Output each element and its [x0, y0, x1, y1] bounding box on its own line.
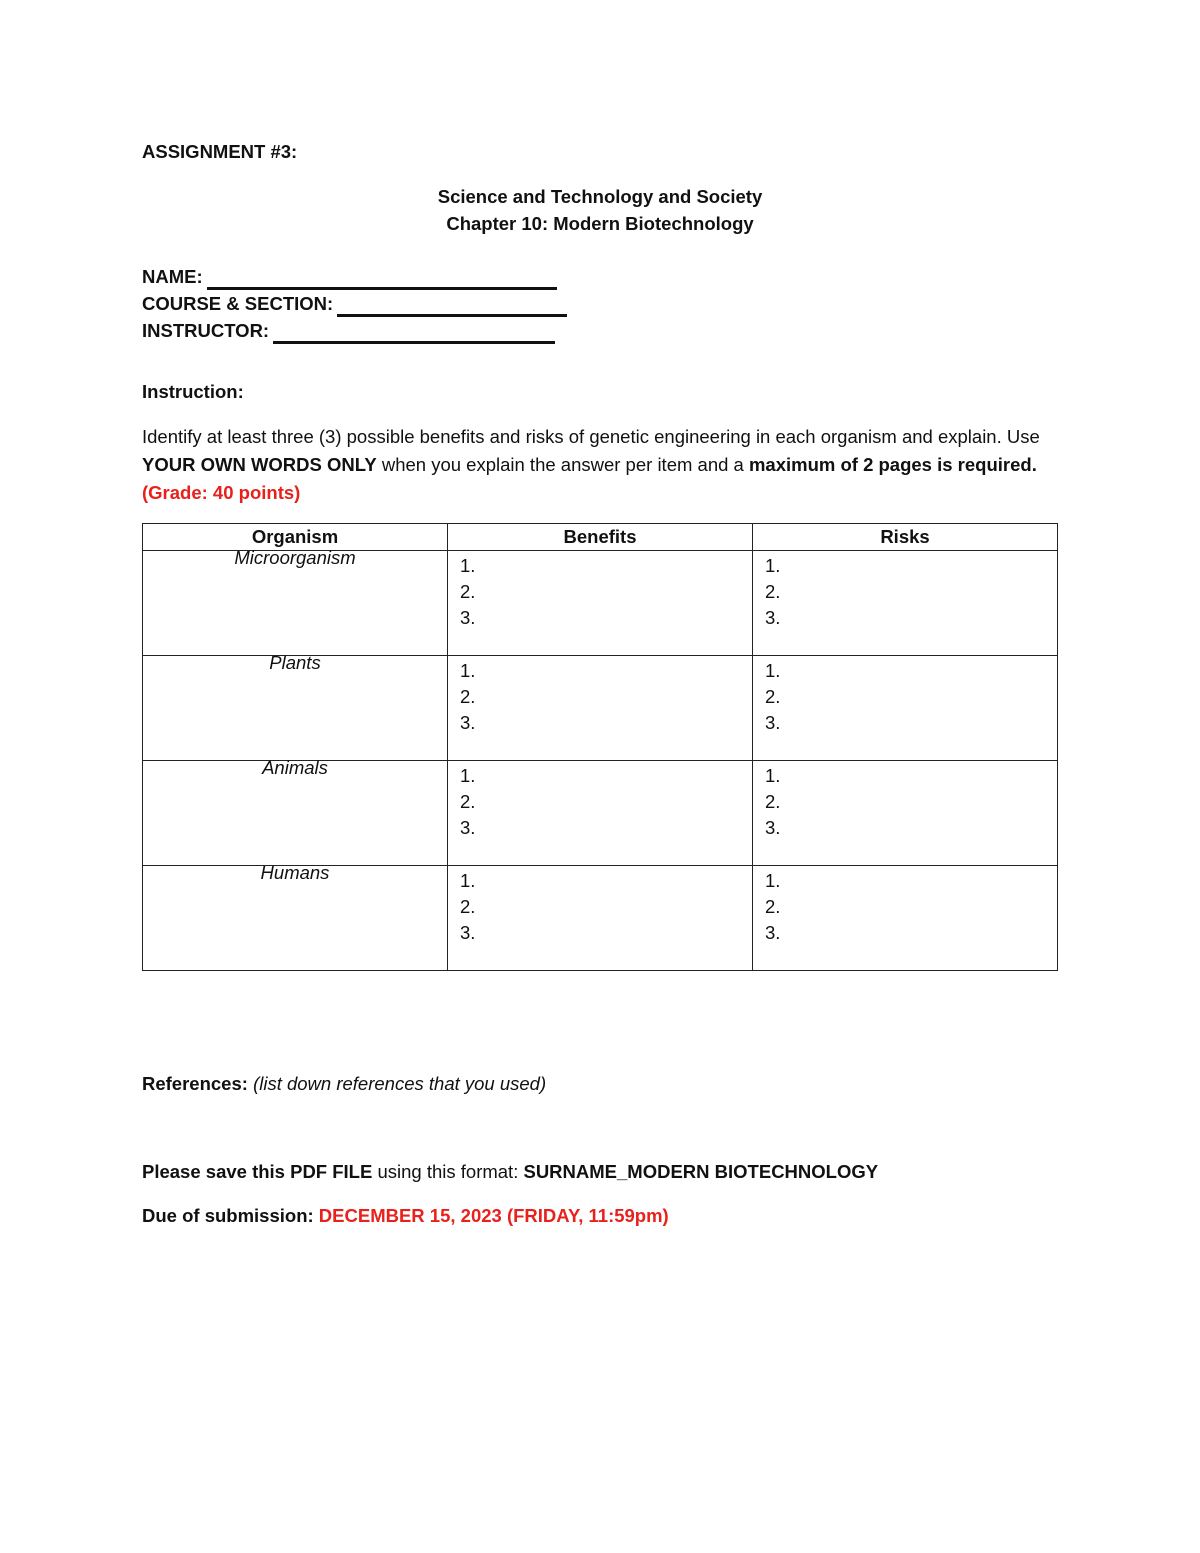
risks-cell[interactable] [753, 761, 1058, 866]
list-item: 1. [460, 660, 476, 681]
table-row [143, 866, 1058, 971]
course-title: Science and Technology and Society [437, 186, 763, 207]
list-item: 2. [765, 791, 781, 812]
due-label: Due of submission: [142, 1205, 319, 1226]
risks-cell[interactable] [753, 656, 1058, 761]
save-format-name: SURNAME_MODERN BIOTECHNOLOGY [523, 1161, 879, 1182]
list-item: 3. [765, 712, 781, 733]
benefits-cell[interactable] [448, 656, 753, 761]
instruction-bold-max-pages: maximum of 2 pages is required. [748, 454, 1037, 475]
instruction-part2: when you explain the answer per item and a [376, 454, 749, 475]
course-section-field-row [142, 290, 1058, 317]
references-line [142, 1070, 546, 1097]
list-item: 1. [765, 555, 781, 576]
list-item: 1. [460, 555, 476, 576]
list-item: 2. [765, 896, 781, 917]
title-block [142, 183, 1058, 237]
list-item: 3. [460, 922, 476, 943]
name-label: NAME: [142, 266, 203, 287]
course-section-label: COURSE & SECTION: [142, 293, 334, 314]
table-row [143, 656, 1058, 761]
list-item: 2. [765, 686, 781, 707]
organism-table [142, 523, 1058, 971]
save-pdf-bold: Please save this PDF FILE [142, 1161, 373, 1182]
list-item: 3. [460, 607, 476, 628]
chapter-title: Chapter 10: Modern Biotechnology [446, 213, 754, 234]
save-instructions [142, 1158, 878, 1185]
list-item: 1. [460, 870, 476, 891]
benefits-cell[interactable] [448, 551, 753, 656]
name-blank-line[interactable] [207, 269, 557, 290]
list-item: 3. [765, 922, 781, 943]
header-organism: Organism [143, 524, 448, 551]
instruction-text [142, 423, 1058, 507]
benefits-cell[interactable] [448, 761, 753, 866]
list-item: 2. [765, 581, 781, 602]
list-item: 1. [765, 765, 781, 786]
instructor-blank-line[interactable] [273, 323, 555, 344]
student-info-fields [142, 263, 1058, 344]
instruction-grade: (Grade: 40 points) [142, 482, 301, 503]
list-item: 1. [765, 660, 781, 681]
header-risks: Risks [753, 524, 1058, 551]
list-item: 1. [460, 765, 476, 786]
list-item: 3. [460, 817, 476, 838]
instructor-field-row [142, 317, 1058, 344]
organism-label: Microorganism [234, 547, 356, 568]
instructor-label: INSTRUCTOR: [142, 320, 270, 341]
list-item: 2. [460, 791, 476, 812]
due-date-line [142, 1202, 669, 1229]
instruction-bold-own-words: YOUR OWN WORDS ONLY [142, 454, 377, 475]
organism-cell [143, 547, 448, 656]
assignment-document [142, 138, 1058, 1226]
risks-cell[interactable] [753, 866, 1058, 971]
references-note: (list down references that you used) [253, 1073, 547, 1094]
due-date: DECEMBER 15, 2023 (FRIDAY, 11:59pm) [318, 1205, 669, 1226]
header-benefits: Benefits [448, 524, 753, 551]
risks-cell[interactable] [753, 551, 1058, 656]
list-item: 3. [460, 712, 476, 733]
references-label: References: [142, 1073, 248, 1094]
name-field-row [142, 263, 1058, 290]
list-item: 2. [460, 686, 476, 707]
organism-cell [143, 652, 448, 761]
table-row [143, 551, 1058, 656]
list-item: 1. [765, 870, 781, 891]
save-format-text: using this format: [372, 1161, 524, 1182]
organism-label: Plants [269, 652, 321, 673]
table-row [143, 761, 1058, 866]
instruction-part1: Identify at least three (3) possible benefits and risks of genetic engineering in each organism and explain. Use [142, 426, 1040, 447]
organism-label: Humans [260, 862, 330, 883]
course-section-blank-line[interactable] [337, 296, 567, 317]
organism-label: Animals [262, 757, 328, 778]
list-item: 2. [460, 896, 476, 917]
benefits-cell[interactable] [448, 866, 753, 971]
list-item: 3. [765, 817, 781, 838]
list-item: 2. [460, 581, 476, 602]
organism-cell [143, 757, 448, 866]
list-item: 3. [765, 607, 781, 628]
organism-cell [143, 862, 448, 971]
instruction-heading: Instruction: [142, 381, 244, 402]
assignment-title: ASSIGNMENT #3: [142, 141, 298, 162]
